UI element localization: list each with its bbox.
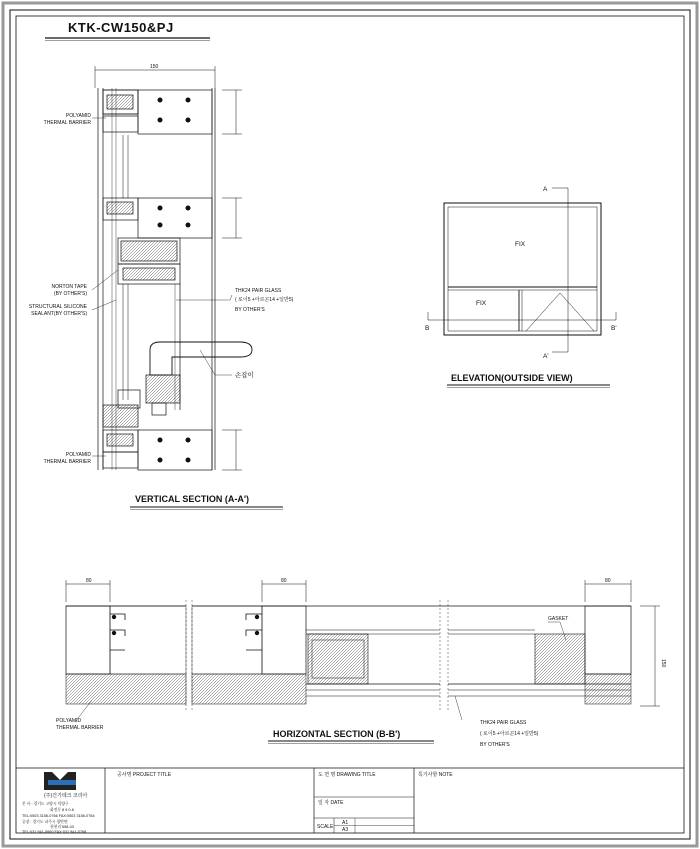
horizontal-section-fasteners bbox=[112, 615, 259, 635]
scale-label: SCALE bbox=[317, 824, 334, 830]
sheet-title: KTK-CW150&PJ bbox=[68, 20, 174, 35]
note-label: 특기사항 NOTE bbox=[418, 772, 453, 778]
elevation-mark-a-prime: A' bbox=[543, 353, 549, 360]
elevation-title: ELEVATION(OUTSIDE VIEW) bbox=[451, 373, 573, 383]
vs-label-glass-2: ( 로이5 +아르곤14 +일반5) bbox=[235, 297, 294, 303]
project-title-label: 공사명 PROJECT TITLE bbox=[117, 772, 172, 778]
hs-label-glass-2: ( 로이5 +아르곤14 +일반5) bbox=[480, 731, 539, 737]
vs-label-polyamid-bottom-2: THERMAL BARRIER bbox=[43, 459, 91, 465]
vs-label-polyamid-top-1: POLYAMID bbox=[65, 113, 91, 119]
vs-label-norton-1: NORTON TAPE bbox=[51, 284, 87, 290]
company-line-5: 천현리 558-43 bbox=[50, 825, 74, 829]
hs-dim-depth: 150 bbox=[660, 659, 666, 668]
sheet-title-group bbox=[45, 20, 210, 41]
company-line-1: 본 사 : 경기도 고양시 덕양구 bbox=[22, 802, 69, 806]
hs-label-gasket: GASKET bbox=[548, 616, 569, 622]
vertical-section-drawing bbox=[92, 66, 252, 470]
company-logo bbox=[44, 772, 76, 790]
horizontal-section-title: HORIZONTAL SECTION (B-B') bbox=[273, 729, 401, 739]
elevation-fix-top: FIX bbox=[515, 241, 526, 248]
company-name: (주)건기테크 코리아 bbox=[44, 793, 88, 799]
horizontal-section-drawing bbox=[66, 580, 660, 722]
company-line-3: TEL:0503 3156-0766 FAX:0503 3156-0764 bbox=[22, 814, 95, 818]
hs-label-polyamid-1: POLYAMID bbox=[56, 718, 82, 724]
hs-dim-mid: 80 bbox=[281, 578, 287, 584]
hs-dim-left: 80 bbox=[86, 578, 92, 584]
elevation-mark-a: A bbox=[543, 186, 548, 193]
vs-label-handle: 손잡이 bbox=[235, 372, 254, 379]
company-line-6: TEL:031 941-0660 FAX:031 941-0768 bbox=[22, 830, 87, 834]
vs-label-norton-2: (BY OTHER'S) bbox=[53, 291, 87, 297]
hs-label-glass-1: THK24 PAIR GLASS bbox=[480, 720, 527, 726]
elevation-drawing bbox=[428, 188, 616, 352]
hs-label-polyamid-2: THERMAL BARRIER bbox=[56, 725, 104, 731]
date-label: 일 자 DATE bbox=[318, 800, 344, 806]
vs-label-silicone-2: SEALANT(BY OTHER'S) bbox=[31, 311, 87, 317]
vs-label-glass-1: THK24 PAIR GLASS bbox=[235, 288, 282, 294]
vs-label-polyamid-bottom-1: POLYAMID bbox=[65, 452, 91, 458]
elevation-mark-b: B bbox=[425, 325, 430, 332]
drawing-title-label: 도 면 명 DRAWING TITLE bbox=[318, 772, 376, 778]
vs-label-glass-3: BY OTHER'S bbox=[235, 307, 265, 313]
scale-a3: A3 bbox=[342, 827, 349, 833]
scale-a1: A1 bbox=[342, 820, 349, 826]
vertical-section-title: VERTICAL SECTION (A-A') bbox=[135, 494, 249, 504]
elevation-mark-b-prime: B' bbox=[611, 325, 617, 332]
company-line-4: 공장 : 경기도 파주시 광탄면 bbox=[22, 820, 68, 824]
vs-label-polyamid-top-2: THERMAL BARRIER bbox=[43, 120, 91, 126]
company-line-2: 화정동 8 9 0-6 bbox=[50, 808, 74, 812]
elevation-fix-bottom: FIX bbox=[476, 300, 487, 307]
vs-dim-top: 150 bbox=[150, 64, 159, 70]
hs-dim-right: 80 bbox=[605, 578, 611, 584]
hs-label-glass-3: BY OTHER'S bbox=[480, 742, 510, 748]
vs-label-silicone-1: STRUCTURAL SILICONE bbox=[28, 304, 87, 310]
